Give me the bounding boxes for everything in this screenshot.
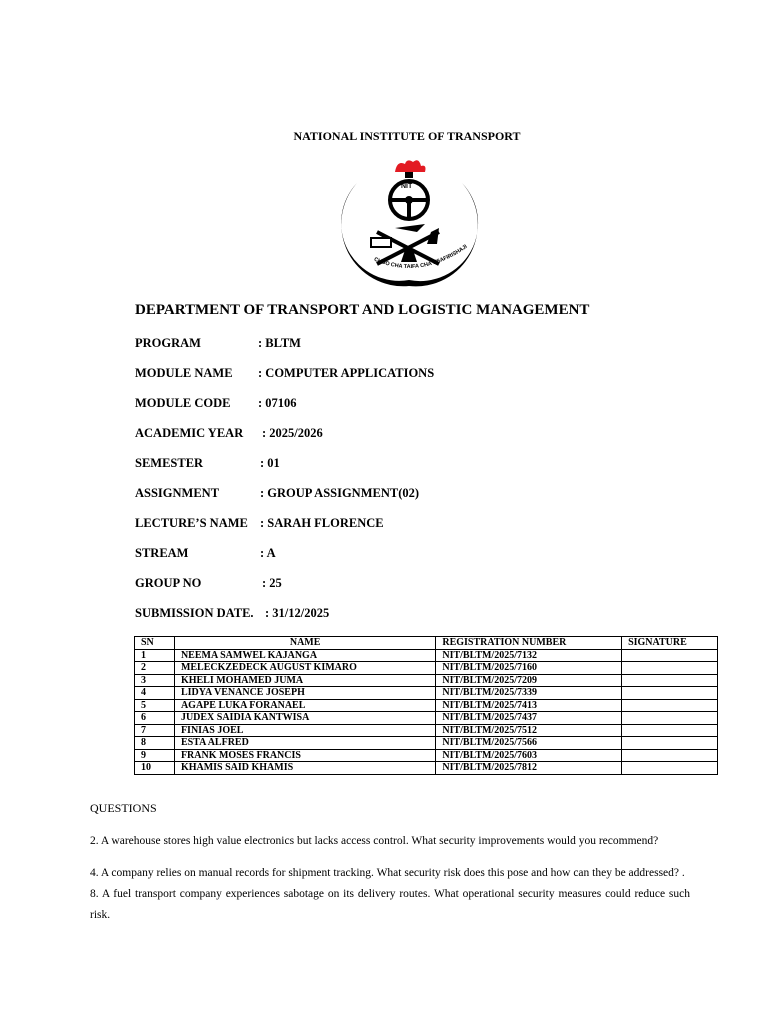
table-row: 1 NEEMA SAMWEL KAJANGA NIT/BLTM/2025/7132	[135, 649, 718, 662]
flame-icon	[395, 160, 426, 172]
table-header-row	[135, 637, 718, 650]
field-submission-date: SUBMISSION DATE. : 31/12/2025	[135, 606, 330, 620]
field-module-name: MODULE NAME : COMPUTER APPLICATIONS	[135, 366, 435, 380]
table-row: 8 ESTA ALFRED NIT/BLTM/2025/7566	[135, 737, 718, 750]
question-8: 8. A fuel transport company experiences sabotage on its delivery routes. What operational security measures could reduce such risk.	[90, 888, 690, 921]
logo-motto: CHUO CHA TAIFA CHA USAFIRISHAJI	[372, 243, 469, 271]
table-row: 2 MELECKZEDECK AUGUST KIMARO NIT/BLTM/2025/7160	[135, 662, 718, 675]
header-name: NAME	[174, 637, 435, 650]
question-4: 4. A company relies on manual records for shipment tracking. What security risk does this pose and how can they be addressed? .	[90, 867, 685, 879]
truck-icon	[371, 238, 391, 247]
field-semester: SEMESTER : 01	[135, 456, 280, 470]
svg-text:NIT: NIT	[401, 183, 413, 190]
table-row: 9 FRANK MOSES FRANCIS NIT/BLTM/2025/7603	[135, 749, 718, 762]
header-signature: SIGNATURE	[622, 637, 718, 650]
group-members-table	[134, 636, 718, 775]
table-row: 3 KHELI MOHAMED JUMA NIT/BLTM/2025/7209	[135, 674, 718, 687]
field-module-code: MODULE CODE : 07106	[135, 396, 297, 410]
table-row: 6 JUDEX SAIDIA KANTWISA NIT/BLTM/2025/7437	[135, 712, 718, 725]
header-registration: REGISTRATION NUMBER	[436, 637, 622, 650]
field-program: PROGRAM : BLTM	[135, 336, 301, 350]
field-academic-year: ACADEMIC YEAR : 2025/2026	[135, 426, 323, 440]
institute-name: NATIONAL INSTITUTE OF TRANSPORT	[293, 129, 521, 143]
field-stream: STREAM : A	[135, 546, 276, 560]
table-row: 7 FINIAS JOEL NIT/BLTM/2025/7512	[135, 724, 718, 737]
table-row: 10 KHAMIS SAID KHAMIS NIT/BLTM/2025/7812	[135, 762, 718, 775]
field-group-no: GROUP NO : 25	[135, 576, 282, 590]
plane-icon	[395, 224, 425, 232]
header-sn: SN	[135, 637, 175, 650]
table-row: 5 AGAPE LUKA FORANAEL NIT/BLTM/2025/7413	[135, 699, 718, 712]
nit-logo	[327, 158, 492, 288]
department-title: DEPARTMENT OF TRANSPORT AND LOGISTIC MANAGEMENT	[135, 302, 590, 318]
field-assignment: ASSIGNMENT : GROUP ASSIGNMENT(02)	[135, 486, 420, 500]
field-lecturer-name: LECTURE’S NAME : SARAH FLORENCE	[135, 516, 384, 530]
table-row: 4 LIDYA VENANCE JOSEPH NIT/BLTM/2025/7339	[135, 687, 718, 700]
questions-heading: QUESTIONS	[90, 801, 157, 815]
question-2: 2. A warehouse stores high value electronics but lacks access control. What security improvements would you recommend?	[90, 835, 659, 847]
